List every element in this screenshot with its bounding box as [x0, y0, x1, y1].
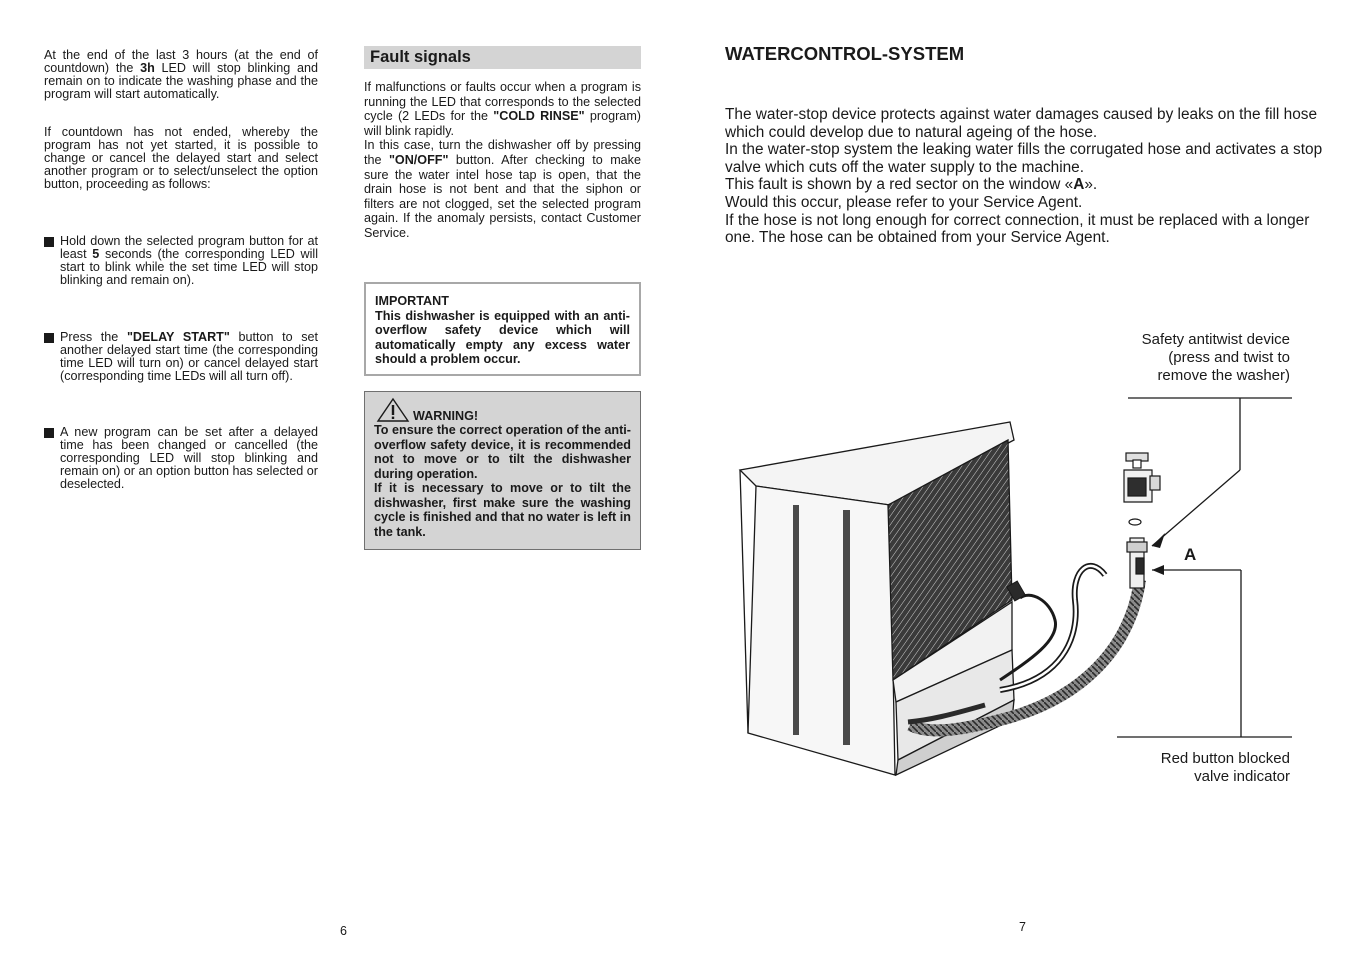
- fault-paragraph-2: In this case, turn the dishwasher off by pressing the "ON/OFF" button. After checking to make sure the water intel hose tap is open, that the drain hose is not bent and that the siphon or filters are not clogged, set the selected program again. If the anomaly persists, contact Customer Service.: [364, 138, 641, 240]
- warning-text-2: If it is necessary to move or to tilt the dishwasher, first make sure the washing cycle is finished and that no water is left in the tank.: [374, 481, 631, 539]
- tap-valve: [1124, 453, 1160, 588]
- label-a: A: [1184, 545, 1197, 564]
- countdown-change-paragraph: If countdown has not ended, whereby the program has not yet started, it is possible to change or cancel the delayed start and select another program or to select/unselect the option button, proceeding as follows:: [44, 125, 318, 191]
- bullet-delay-start: Press the "DELAY START" button to set another delayed start time (the corresponding time LED will turn on) or cancel delayed start (corresponding time LEDs will all turn off).: [44, 331, 318, 383]
- fault-signals-title: Fault signals: [370, 48, 471, 66]
- watercontrol-title: WATERCONTROL-SYSTEM: [725, 43, 965, 64]
- valve-indicator-label: Red button blocked valve indicator: [1160, 750, 1290, 785]
- warning-text-1: To ensure the correct operation of the anti-overflow safety device, it is recommended not to move or to tilt the dishwasher during operation.: [374, 423, 631, 481]
- watercontrol-line-4: Would this occur, please refer to your Service Agent.: [725, 193, 1083, 211]
- countdown-end-paragraph: At the end of the last 3 hours (at the end of countdown) the 3h LED will stop blinking and remain on to indicate the washing phase and the program will start automatically.: [44, 48, 318, 101]
- watercontrol-line-2: In the water-stop system the leaking water fills the corrugated hose and activates a stop valve which cuts off the water supply to the machine.: [725, 141, 1323, 176]
- arrow-head-icon: [1152, 565, 1164, 575]
- important-title: IMPORTANT: [375, 294, 449, 308]
- watercontrol-line-5: If the hose is not long enough for correct connection, it must be replaced with a longer one. The hose can be obtained from your Service Agent.: [725, 211, 1310, 247]
- bullet-hold-button: Hold down the selected program button for at least 5 seconds (the corresponding LED will start to blink while the set time LED will stop blinking and remain on).: [44, 235, 318, 287]
- warning-title: WARNING!: [413, 409, 479, 423]
- important-text: This dishwasher is equipped with an anti-overflow safety device which will automatically empty any excess water should a problem occur.: [375, 308, 630, 366]
- watercontrol-line-3: This fault is shown by a red sector on the window «A».: [725, 176, 1098, 194]
- page-number-left: 6: [340, 924, 347, 938]
- page-number-right: 7: [1019, 920, 1026, 934]
- fault-paragraph-1: If malfunctions or faults occur when a program is running the LED that corresponds to the selected cycle (2 LEDs for the "COLD RINSE" program) will blink rapidly.: [364, 80, 642, 138]
- bullet-new-program: A new program can be set after a delayed time has been changed or cancelled (the corresponding LED will stop blinking and remain on) or an option button has selected or deselected.: [44, 426, 318, 491]
- antitwist-device-label: Safety antitwist device (press and twist to remove the washer): [1141, 331, 1290, 384]
- watercontrol-line-1: The water-stop device protects against water damages caused by leaks on the fill hose which could develop due to natural ageing of the hose.: [725, 106, 1318, 141]
- arrow-head-icon: [1152, 533, 1165, 548]
